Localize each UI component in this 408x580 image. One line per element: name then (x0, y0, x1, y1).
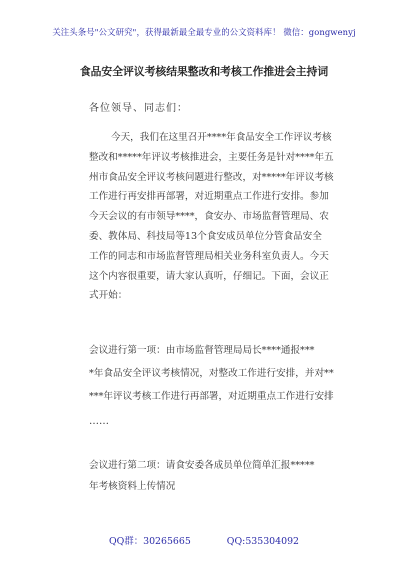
qq-group-text: QQ群：30265665 (108, 536, 191, 547)
paragraph-line: 式开始： (89, 290, 128, 302)
ellipsis: …… (89, 416, 109, 427)
document-title: 食品安全评议考核结果整改和考核工作推进会主持词 (79, 65, 329, 78)
paragraph-line: 委、教体局、科技局等13个食安成员单位分管食品安全 (89, 230, 322, 242)
paragraph-line: 工作的同志和市场监督管理局相关业务科室负责人。今天 (89, 250, 329, 262)
paragraph-line: 会议进行第一项：由市场监督管理局局长****通报*** (89, 345, 315, 356)
paragraph-line: 年考核资料上传情况 (89, 481, 176, 492)
paragraph-line: 今天会议的有市领导****，食安办、市场监督管理局、农 (89, 211, 329, 223)
promo-banner: 关注头条号"公文研究"，获得最新最全最专业的公文资料库！ 微信：gongwenyj (52, 27, 356, 37)
paragraph-line: 州市食品安全评议考核问题进行整改，对*****年评议考核 (89, 171, 334, 183)
paragraph-line: 工作进行再安排再部署，对近期重点工作进行安排。参加 (89, 191, 329, 203)
paragraph-line: ***年评议考核工作进行再部署，对近期重点工作进行安排 (89, 391, 334, 402)
agenda-item-1 (89, 339, 357, 408)
paragraph-line: 整改和*****年评议考核推进会，主要任务是针对****年五 (89, 151, 334, 163)
salutation: 各位领导、同志们： (89, 103, 188, 114)
contact-footer (0, 533, 408, 547)
agenda-item-2 (89, 455, 357, 497)
opening-paragraph (89, 128, 357, 306)
paragraph-line: 会议进行第二项：请食安委各成员单位简单汇报***** (89, 460, 315, 471)
paragraph-line: *年食品安全评议考核情况，对整改工作进行安排，并对** (89, 368, 334, 379)
qq-text: QQ:535304092 (226, 536, 300, 547)
paragraph-line: 今天，我们在这里召开****年食品安全工作评议考核 (111, 132, 332, 143)
paragraph-line: 这个内容很重要，请大家认真听，仔细记。下面，会议正 (89, 270, 329, 282)
